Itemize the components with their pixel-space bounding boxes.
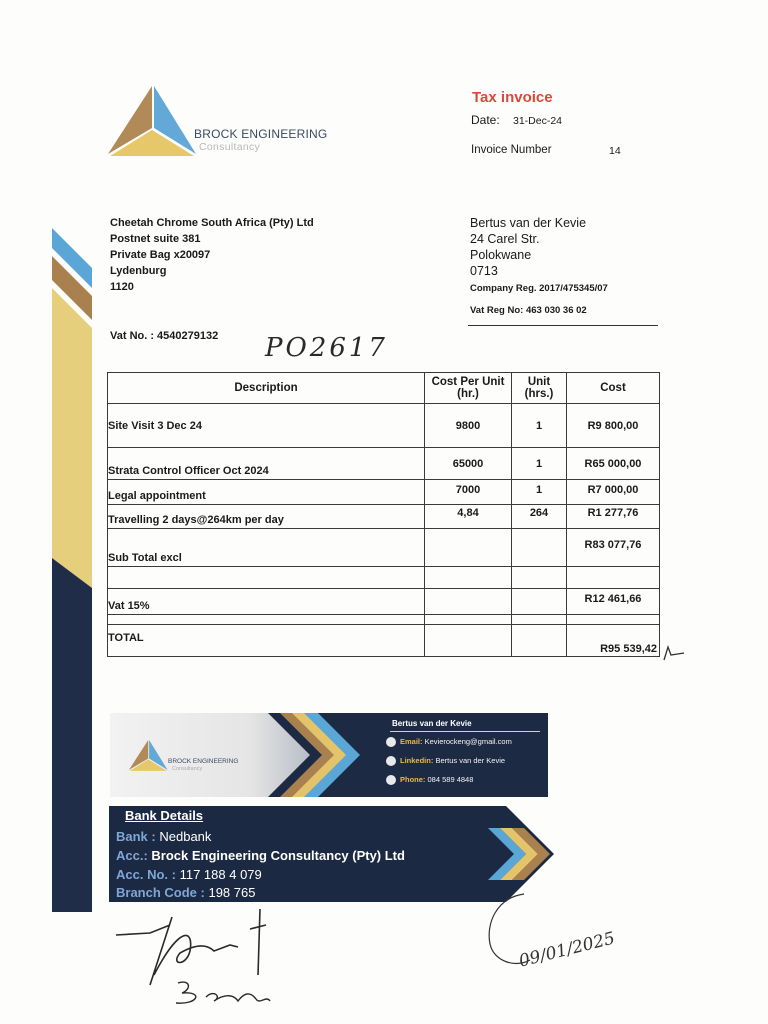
table-row: [108, 505, 660, 529]
row-cost: R65 000,00: [567, 448, 660, 480]
table-row: [108, 480, 660, 505]
subtotal-label: Sub Total excl: [108, 529, 425, 567]
row-cost: R7 000,00: [567, 480, 660, 505]
invoice-number-label: Invoice Number: [471, 144, 552, 156]
empty-cell: [567, 567, 660, 589]
bill-to-line: Postnet suite 381: [110, 233, 201, 245]
invoice-title: Tax invoice: [472, 89, 553, 106]
total-label: TOTAL: [108, 625, 425, 657]
row-cost-per-unit: 65000: [425, 448, 512, 480]
table-header-row: [108, 373, 660, 404]
branch-code-line: Branch Code : 198 765: [116, 885, 256, 900]
bank-name: Nedbank: [159, 829, 212, 844]
empty-cell: [512, 625, 567, 657]
sender-line: 0713: [470, 264, 498, 278]
tick-mark-icon: [662, 644, 686, 662]
empty-cell: [512, 529, 567, 567]
header-cost: Cost: [567, 373, 660, 404]
header-description: Description: [108, 373, 425, 404]
table-row: [108, 404, 660, 448]
invoice-table: [107, 372, 660, 657]
brand-logo-icon: [106, 84, 206, 156]
handwritten-po-number: PO2617: [265, 333, 388, 363]
vat-row: [108, 589, 660, 615]
row-cost: R9 800,00: [567, 404, 660, 448]
card-linkedin-line: Linkedin: Bertus van der Kevie: [386, 756, 505, 766]
card-email: Kevierockeng@gmail.com: [424, 737, 512, 746]
table-row: [108, 448, 660, 480]
phone-icon: [386, 775, 396, 785]
row-description: Strata Control Officer Oct 2024: [108, 448, 425, 480]
account-name: Brock Engineering Consultancy (Pty) Ltd: [151, 848, 405, 863]
sender-name: Bertus van der Kevie: [470, 216, 587, 230]
row-cost-per-unit: 9800: [425, 404, 512, 448]
empty-cell: [425, 615, 512, 625]
card-brand-name: BROCK ENGINEERING: [168, 758, 239, 765]
card-linkedin: Bertus van der Kevie: [435, 756, 506, 765]
total-value: R95 539,42: [567, 625, 660, 657]
empty-cell: [108, 615, 425, 625]
account-name-line: Acc.: Brock Engineering Consultancy (Pty) Ltd: [116, 848, 405, 863]
row-cost-per-unit: 4,84: [425, 505, 512, 529]
branch-code: 198 765: [208, 885, 256, 900]
empty-cell: [425, 589, 512, 615]
company-reg: Company Reg. 2017/475345/07: [470, 283, 608, 294]
header-cost-per-unit: Cost Per Unit (hr.): [425, 373, 512, 404]
bill-to-line: Private Bag x20097: [110, 249, 211, 261]
row-description: Site Visit 3 Dec 24: [108, 404, 425, 448]
sender-line: Polokwane: [470, 248, 532, 262]
card-phone-line: Phone: 084 589 4848: [386, 775, 473, 785]
empty-cell: [425, 625, 512, 657]
date-label: Date:: [471, 113, 500, 127]
card-person-name: Bertus van der Kevie: [392, 719, 472, 728]
date-value: 31-Dec-24: [513, 115, 563, 127]
row-description: Legal appointment: [108, 480, 425, 505]
row-unit: 1: [512, 480, 567, 505]
divider: [468, 325, 658, 326]
side-decoration-stripe: [52, 228, 92, 912]
card-logo-icon: [128, 738, 172, 772]
empty-cell: [512, 589, 567, 615]
chevron-decoration-icon: [268, 713, 360, 797]
total-row: [108, 625, 660, 657]
card-phone: 084 589 4848: [427, 775, 474, 784]
vat-reg: Vat Reg No: 463 030 36 02: [470, 305, 587, 316]
vat-value: R12 461,66: [567, 589, 660, 615]
brand-name: BROCK ENGINEERING: [194, 127, 328, 141]
blank-row: [108, 567, 660, 589]
bill-to-line: 1120: [110, 281, 134, 293]
vat-label: Vat 15%: [108, 589, 425, 615]
handwritten-date: 09/01/2025: [517, 928, 617, 972]
bill-to-line: Lydenburg: [110, 265, 167, 277]
row-unit: 264: [512, 505, 567, 529]
header-unit: Unit (hrs.): [512, 373, 567, 404]
row-cost-per-unit: 7000: [425, 480, 512, 505]
blank-row: [108, 615, 660, 625]
account-number-line: Acc. No. : 117 188 4 079: [116, 867, 262, 882]
brand-subtitle: Consultancy: [199, 141, 261, 153]
bank-chevron-decoration-icon: [478, 806, 562, 902]
empty-cell: [567, 615, 660, 625]
divider: [390, 731, 540, 732]
linkedin-icon: [386, 756, 396, 766]
empty-cell: [425, 529, 512, 567]
card-email-line: Email: Kevierockeng@gmail.com: [386, 737, 512, 747]
empty-cell: [512, 567, 567, 589]
client-vat-number: Vat No. : 4540279132: [110, 330, 219, 342]
empty-cell: [108, 567, 425, 589]
bank-name-line: Bank : Nedbank: [116, 829, 212, 844]
row-unit: 1: [512, 448, 567, 480]
contact-card: [110, 713, 548, 797]
bill-to-company: Cheetah Chrome South Africa (Pty) Ltd: [110, 217, 314, 229]
bank-details-title: Bank Details: [125, 808, 204, 823]
empty-cell: [425, 567, 512, 589]
account-number: 117 188 4 079: [179, 867, 262, 882]
row-description: Travelling 2 days@264km per day: [108, 505, 425, 529]
row-unit: 1: [512, 404, 567, 448]
subtotal-row: [108, 529, 660, 567]
row-cost: R1 277,76: [567, 505, 660, 529]
invoice-number-value: 14: [609, 145, 621, 157]
card-brand-subtitle: Consultancy: [172, 766, 203, 772]
signature-image: [110, 905, 350, 1015]
empty-cell: [512, 615, 567, 625]
sender-line: 24 Carel Str.: [470, 232, 540, 246]
email-icon: [386, 737, 396, 747]
subtotal-value: R83 077,76: [567, 529, 660, 567]
